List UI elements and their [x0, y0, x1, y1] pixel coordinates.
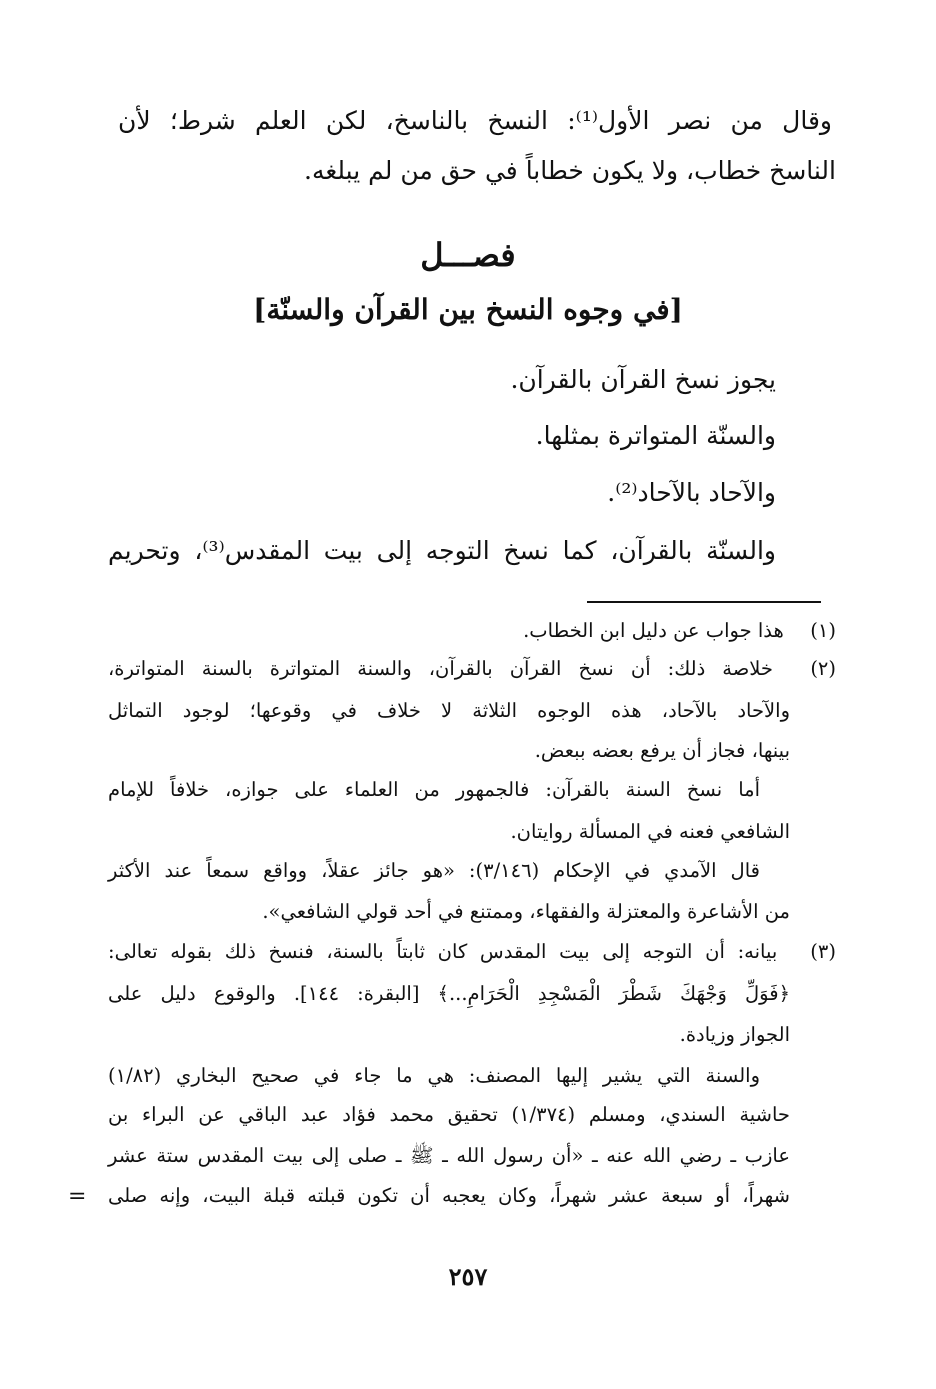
footnote-3-line-6: عازب ـ رضي الله عنه ـ «أن رسول الله ـ ﷺ ـ صلى إلى بيت المقدس ستة عشر	[108, 1144, 790, 1167]
continuation-mark: =	[68, 1184, 87, 1209]
footnote-number: (٣)	[810, 940, 836, 963]
body-line-2: والسنّة المتواترة بمثلها.	[535, 421, 776, 450]
section-heading: فصـــل	[420, 236, 516, 274]
footnote-3-line-4: والسنة التي يشير إليها المصنف: هي ما جاء في صحيح البخاري (١/٨٢)	[108, 1064, 760, 1087]
footnote-1	[108, 617, 836, 645]
footnote-text: بيانه: أن التوجه إلى بيت المقدس كان ثابتاً بالسنة، فنسخ ذلك بقوله تعالى:	[108, 940, 778, 963]
body-line-3: والآحاد بالآحاد⁽²⁾.	[607, 478, 776, 507]
footnote-number: (٢)	[810, 657, 837, 680]
footnote-2-line-4: أما نسخ السنة بالقرآن: فالجمهور من العلماء على جوازه، خلافاً للإمام	[108, 778, 760, 801]
page-number: ٢٥٧	[448, 1262, 488, 1291]
footnote-2-line-7: من الأشاعرة والمعتزلة والفقهاء، وممتنع في أحد قولي الشافعي».	[262, 900, 790, 923]
footnote-text: هذا جواب عن دليل ابن الخطاب.	[523, 619, 784, 642]
footnote-2-line-1	[108, 655, 836, 683]
body-line-4: والسنّة بالقرآن، كما نسخ التوجه إلى بيت المقدس⁽³⁾، وتحريم	[108, 536, 776, 565]
footnote-2-line-2: والآحاد بالآحاد، هذه الوجوه الثلاثة لا خلاف في وقوعها؛ لوجود التماثل	[108, 699, 790, 722]
footnote-3-line-3: الجواز وزيادة.	[679, 1023, 790, 1046]
footnote-3-line-1	[108, 938, 836, 966]
footnote-3-line-2: ﴿فَوَلِّ وَجْهَكَ شَطْرَ الْمَسْجِدِ الْحَرَامِ...﴾ [البقرة: ١٤٤]. والوقوع دليل على	[108, 982, 791, 1005]
intro-line-1: وقال من نصر الأول⁽¹⁾: النسخ بالناسخ، لكن العلم شرط؛ لأن	[118, 106, 832, 135]
footnote-text: خلاصة ذلك: أن نسخ القرآن بالقرآن، والسنة المتواترة بالسنة المتواترة،	[108, 657, 773, 680]
footnote-2-line-5: الشافعي فعنه في المسألة روايتان.	[510, 820, 790, 843]
intro-line-2: الناسخ خطاب، ولا يكون خطاباً في حق من لم يبلغه.	[304, 156, 836, 185]
footnote-3-line-5: حاشية السندي، ومسلم (١/٣٧٤) تحقيق محمد فؤاد عبد الباقي عن البراء بن	[108, 1103, 790, 1126]
body-line-1: يجوز نسخ القرآن بالقرآن.	[510, 365, 776, 394]
footnote-2-line-6: قال الآمدي في الإحكام (٣/١٤٦): «هو جائز عقلاً، وواقع سمعاً عند الأكثر	[108, 859, 760, 882]
footnote-3-line-7: شهراً، أو سبعة عشر شهراً، وكان يعجبه أن تكون قبلته قبلة البيت، وإنه صلى	[108, 1184, 790, 1207]
footnote-number: (١)	[810, 619, 836, 642]
footnote-2-line-3: بينها، فجاز أن يرفع بعضه ببعض.	[534, 739, 790, 762]
section-subtitle: [في وجوه النسخ بين القرآن والسنّة]	[253, 293, 683, 326]
footnote-separator	[587, 601, 821, 603]
